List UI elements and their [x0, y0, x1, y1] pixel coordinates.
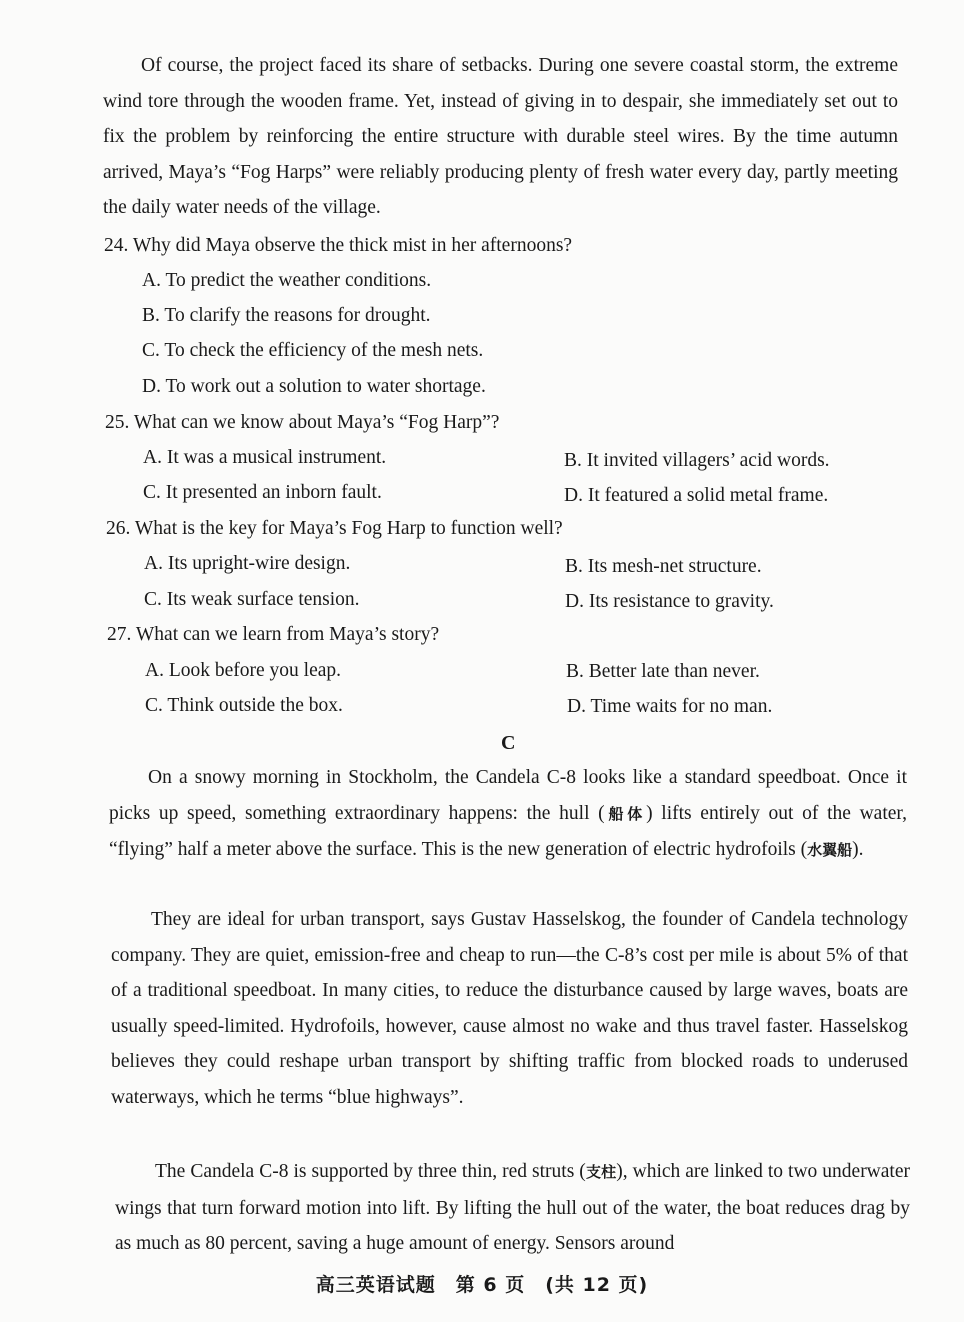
question-26 [106, 517, 563, 541]
question-text: Why did Maya observe the thick mist in her afternoons? [132, 235, 573, 256]
option-26-d[interactable] [565, 590, 774, 614]
option-letter: A. [143, 447, 162, 468]
paragraph-text: Of course, the project faced its share of setbacks. During one severe coastal storm, the extreme wind tore through the wooden frame. Yet, instead of giving in to despair, she immediately set out to fix the problem by reinforcing the entire structure with durable steel wires. By the time autumn arrived, Maya’s “Fog Harps” were reliably producing plenty of fresh water every day, partly meeting the daily water needs of the village. [103, 55, 898, 218]
passage-c-paragraph-1 [109, 760, 907, 869]
option-letter: D. [142, 376, 161, 397]
question-25 [105, 411, 499, 435]
question-27 [107, 623, 439, 647]
question-text: What can we learn from Maya’s story? [135, 624, 440, 645]
option-24-b[interactable] [142, 304, 431, 328]
text-run: ). [852, 839, 864, 860]
paragraph-text [115, 1154, 910, 1262]
passage-c-paragraph-2 [111, 902, 908, 1115]
page-footer: 高三英语试题 第 6 页 (共 12 页) [315, 1274, 649, 1296]
option-text: To work out a solution to water shortage. [165, 376, 486, 397]
option-text: Better late than never. [588, 661, 760, 682]
option-27-c[interactable] [145, 694, 343, 718]
option-letter: A. [145, 660, 164, 681]
option-27-d[interactable] [567, 695, 772, 719]
option-24-a[interactable] [142, 269, 431, 293]
section-title: C [501, 732, 516, 754]
text-run: ) lifts entirely out of the water, “flying” half a meter above the surface. This is the new generation of electric hydrofoils ( [109, 802, 907, 860]
question-number: 25. [105, 412, 130, 433]
option-text: To clarify the reasons for drought. [164, 305, 431, 326]
question-number: 27. [107, 624, 132, 645]
question-number: 26. [106, 518, 131, 539]
option-letter: C. [142, 340, 160, 361]
paragraph-text [109, 760, 907, 869]
chinese-gloss: 船体 [604, 804, 647, 823]
option-letter: D. [567, 696, 586, 717]
option-25-d[interactable] [564, 484, 828, 508]
option-text: Think outside the box. [167, 695, 343, 716]
option-letter: C. [143, 482, 161, 503]
option-letter: A. [144, 553, 163, 574]
option-text: It presented an inborn fault. [165, 482, 382, 503]
passage-b-final-paragraph [103, 48, 898, 226]
option-27-a[interactable] [145, 659, 341, 683]
chinese-gloss: 水翼船 [807, 841, 853, 859]
paragraph-text: They are ideal for urban transport, says Gustav Hasselskog, the founder of Candela technology company. They are quiet, emission-free and cheap to run—the C-8’s cost per mile is about 5% of that of a traditional speedboat. In many cities, to reduce the disturbance caused by large waves, boats are usually speed-limited. Hydrofoils, however, cause almost no wake and thus travel faster. Hasselskog believes they could reshape urban transport by shifting traffic from blocked roads to underused waterways, which he terms “blue highways”. [111, 909, 908, 1108]
option-25-a[interactable] [143, 446, 386, 470]
option-text: It featured a solid metal frame. [587, 485, 829, 506]
option-27-b[interactable] [566, 660, 760, 684]
option-text: Its resistance to gravity. [588, 591, 774, 612]
option-25-c[interactable] [143, 481, 382, 505]
question-24 [104, 234, 572, 258]
option-24-c[interactable] [142, 339, 483, 363]
option-letter: B. [564, 450, 582, 471]
question-text: What can we know about Maya’s “Fog Harp”? [133, 412, 500, 433]
question-number: 24. [104, 235, 129, 256]
option-text: Its upright-wire design. [167, 553, 351, 574]
option-25-b[interactable] [564, 449, 830, 473]
option-26-b[interactable] [565, 555, 762, 579]
option-text: Its mesh-net structure. [587, 556, 762, 577]
option-letter: D. [565, 591, 584, 612]
chinese-gloss: 支柱 [585, 1163, 617, 1181]
question-text: What is the key for Maya’s Fog Harp to function well? [134, 518, 563, 539]
option-text: To check the efficiency of the mesh nets. [164, 340, 484, 361]
option-letter: B. [566, 661, 584, 682]
option-text: Look before you leap. [168, 660, 342, 681]
option-letter: C. [145, 695, 163, 716]
option-26-c[interactable] [144, 588, 360, 612]
text-run: ), which are linked to two underwater wings that turn forward motion into lift. By lifting the hull out of the water, the boat reduces drag by as much as 80 percent, saving a huge amount of energy. Sensors around [115, 1161, 910, 1254]
option-letter: C. [144, 589, 162, 610]
option-text: It invited villagers’ acid words. [586, 450, 830, 471]
option-text: Its weak surface tension. [166, 589, 360, 610]
option-text: Time waits for no man. [590, 696, 773, 717]
option-26-a[interactable] [144, 552, 350, 576]
text-run: On a snowy morning in Stockholm, the Candela C-8 looks like a standard speedboat. Once it picks up speed, something extraordinary happens: the hull ( [109, 767, 907, 824]
option-letter: B. [142, 305, 160, 326]
option-letter: B. [565, 556, 583, 577]
option-24-d[interactable] [142, 375, 486, 399]
option-letter: D. [564, 485, 583, 506]
text-run: The Candela C-8 is supported by three thin, red struts ( [155, 1161, 586, 1182]
option-text: It was a musical instrument. [166, 447, 387, 468]
passage-c-paragraph-3 [115, 1154, 910, 1262]
option-text: To predict the weather conditions. [165, 270, 432, 291]
option-letter: A. [142, 270, 161, 291]
